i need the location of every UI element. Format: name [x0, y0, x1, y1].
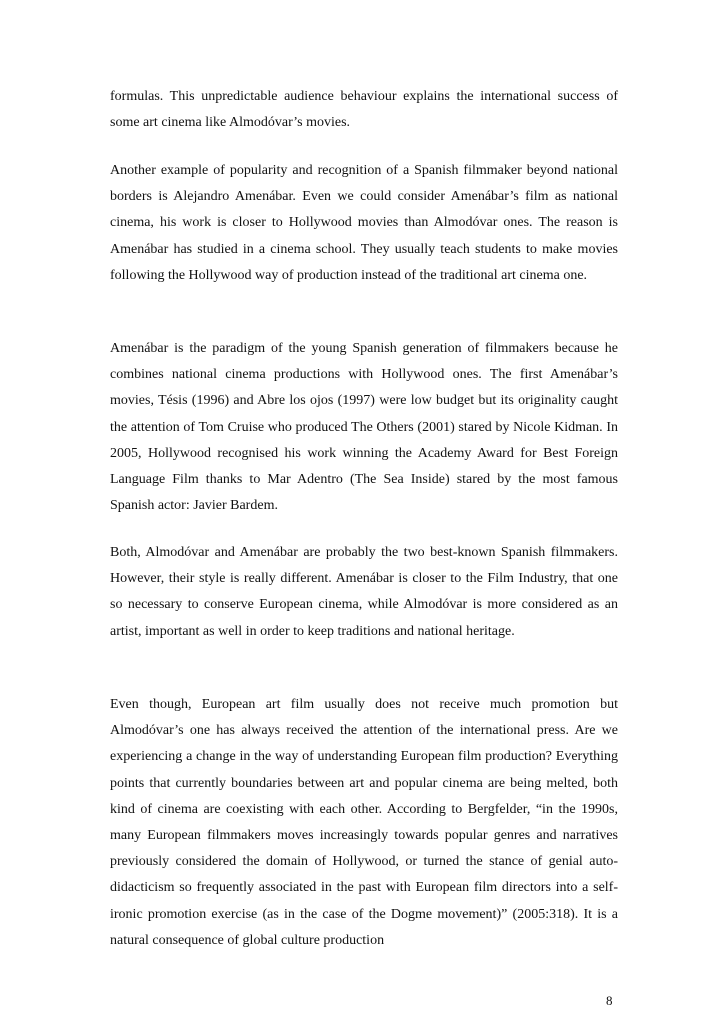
page-number: 8	[606, 993, 613, 1008]
paragraph-5: Even though, European art film usually does not receive much promotion but Almodóvar’s one has always received the attention of the international press. Are we experiencing a change in the way of understanding European film production? Everything points that currently boundaries between art and popular cinema are being melted, both kind of cinema are coexisting with each other. According to Bergfelder, “in the 1990s, many European filmmakers moves increasingly towards popular genres and narratives previously considered the domain of Hollywood, or turned the stance of genial auto-didacticism so frequently associated in the past with European film directors into a self-ironic promotion exercise (as in the case of the Dogme movement)” (2005:318). It is a natural consequence of global culture production	[110, 697, 618, 948]
paragraph-2: Another example of popularity and recognition of a Spanish filmmaker beyond national borders is Alejandro Amenábar. Even we could consider Amenábar’s film as national cinema, his work is closer to Hollywood movies than Almodóvar ones. The reason is Amenábar has studied in a cinema school. They usually teach students to make movies following the Hollywood way of production instead of the traditional art cinema one.	[110, 163, 618, 283]
paragraph-4: Both, Almodóvar and Amenábar are probably the two best-known Spanish filmmakers. However, their style is really different. Amenábar is closer to the Film Industry, that one so necessary to conserve European cinema, while Almodóvar is more considered as an artist, important as well in order to keep traditions and national heritage.	[110, 545, 618, 639]
paragraph-3: Amenábar is the paradigm of the young Spanish generation of filmmakers because he combines national cinema productions with Hollywood ones. The first Amenábar’s movies, Tésis (1996) and Abre los ojos (1997) were low budget but its originality caught the attention of Tom Cruise who produced The Others (2001) stared by Nicole Kidman. In 2005, Hollywood recognised his work winning the Academy Award for Best Foreign Language Film thanks to Mar Adentro (The Sea Inside) stared by the most famous Spanish actor: Javier Bardem.	[110, 341, 618, 514]
paragraph-1: formulas. This unpredictable audience behaviour explains the international success of some art cinema like Almodóvar’s movies.	[110, 89, 618, 131]
